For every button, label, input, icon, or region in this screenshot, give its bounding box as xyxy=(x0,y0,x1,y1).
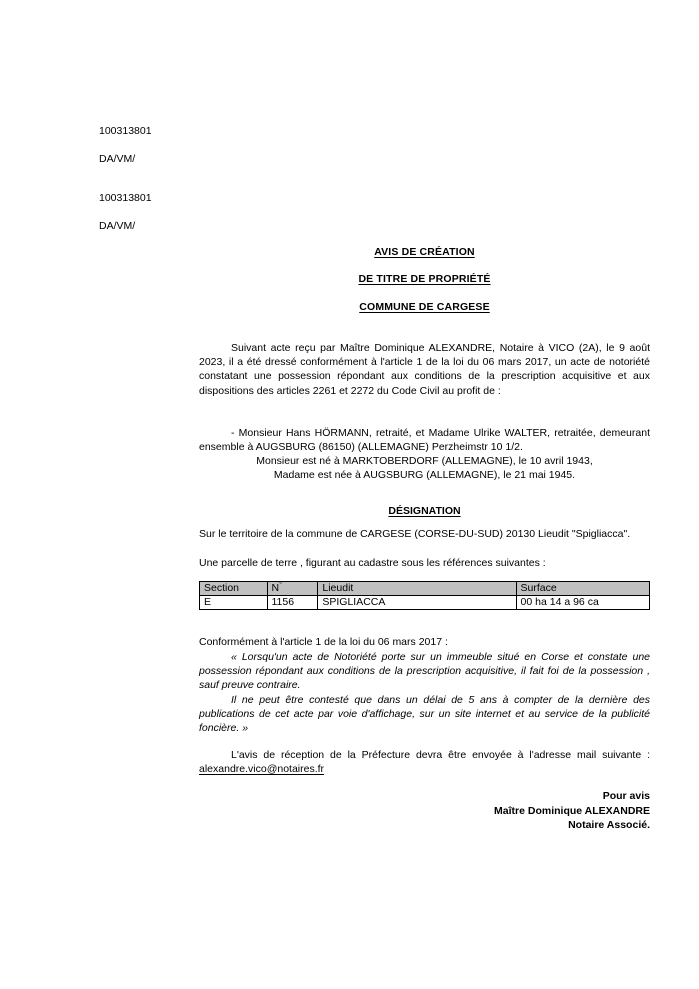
territory-paragraph: Sur le territoire de la commune de CARGESE (CORSE-DU-SUD) 20130 Lieudit "Spigliacca". xyxy=(199,528,631,540)
reference-block-top xyxy=(99,110,152,180)
signature-line-3: Notaire Associé. xyxy=(568,819,650,831)
table-header-row xyxy=(200,582,650,596)
parties-paragraph: - Monsieur Hans HÖRMANN, retraité, et Madame Ulrike WALTER, retraitée, demeurant ensemble à AUGSBURG (86150) (ALLEMAGNE) Perzheimstr 10 1/2. xyxy=(199,427,650,454)
reference-number: 100313801 xyxy=(99,125,152,137)
birth-line-madame: Madame est née à AUGSBURG (ALLEMAGNE), le 21 mai 1945. xyxy=(273,469,576,481)
reference-initials: DA/VM/ xyxy=(99,153,136,165)
signature-line-2: Maître Dominique ALEXANDRE xyxy=(494,804,650,817)
header-lieudit: Lieudit xyxy=(318,582,516,596)
header-surface: Surface xyxy=(516,582,649,596)
document-title-line-2: DE TITRE DE PROPRIÉTÉ xyxy=(358,273,491,285)
cell-number: 1156 xyxy=(267,596,318,610)
header-section: Section xyxy=(200,582,268,596)
header-number xyxy=(267,579,318,596)
preface-notice-paragraph xyxy=(199,748,650,776)
designation-heading: DÉSIGNATION xyxy=(388,505,461,517)
document-title-line-1: AVIS DE CRÉATION xyxy=(374,246,475,258)
degree-icon: ° xyxy=(279,579,283,589)
legal-quote-paragraph-2: Il ne peut être contesté que dans un délai de 5 ans à compter de la dernière des publications de cet acte par voie d'affichage, sur un site internet et au service de la publicité foncière. » xyxy=(199,694,650,735)
legal-intro-line: Conformément à l'article 1 de la loi du 06 mars 2017 : xyxy=(199,636,448,648)
cadastre-table xyxy=(199,581,650,610)
legal-quote-paragraph-1: « Lorsqu'un acte de Notoriété porte sur un immeuble situé en Corse et constate une possession répondant aux conditions de la prescription acquisitive, il fait foi de la possession , sauf preuve contraire. xyxy=(199,651,650,692)
table-row xyxy=(200,596,650,610)
parcel-paragraph: Une parcelle de terre , figurant au cadastre sous les références suivantes : xyxy=(199,557,546,569)
cell-section: E xyxy=(200,596,268,610)
document-title-line-3: COMMUNE DE CARGESE xyxy=(359,301,490,313)
email-link[interactable]: alexandre.vico@notaires.fr xyxy=(199,763,325,776)
acte-paragraph: Suivant acte reçu par Maître Dominique ALEXANDRE, Notaire à VICO (2A), le 9 août 2023, il a été dressé conformément à l'article 1 de la loi du 06 mars 2017, un acte de notoriété constatant une possession répondant aux conditions de la prescription acquisitive et aux dispositions des articles 2261 et 2272 du Code Civil au profit de : xyxy=(199,342,650,397)
reference-initials: DA/VM/ xyxy=(99,220,136,232)
cadastre-table-head xyxy=(200,579,650,596)
header-number-text: N xyxy=(271,582,280,594)
signature-line-1: Pour avis xyxy=(602,790,650,802)
birth-line-monsieur: Monsieur est né à MARKTOBERDORF (ALLEMAGNE), le 10 avril 1943, xyxy=(256,455,593,467)
reference-block-second xyxy=(99,177,152,247)
notice-text: L'avis de réception de la Préfecture devra être envoyée à l'adresse mail suivante : xyxy=(231,749,650,761)
cell-lieudit: SPIGLIACCA xyxy=(318,596,516,610)
reference-number: 100313801 xyxy=(99,192,152,204)
signature-block xyxy=(199,789,650,833)
cell-surface: 00 ha 14 a 96 ca xyxy=(516,596,649,610)
cadastre-table-body xyxy=(200,596,650,610)
